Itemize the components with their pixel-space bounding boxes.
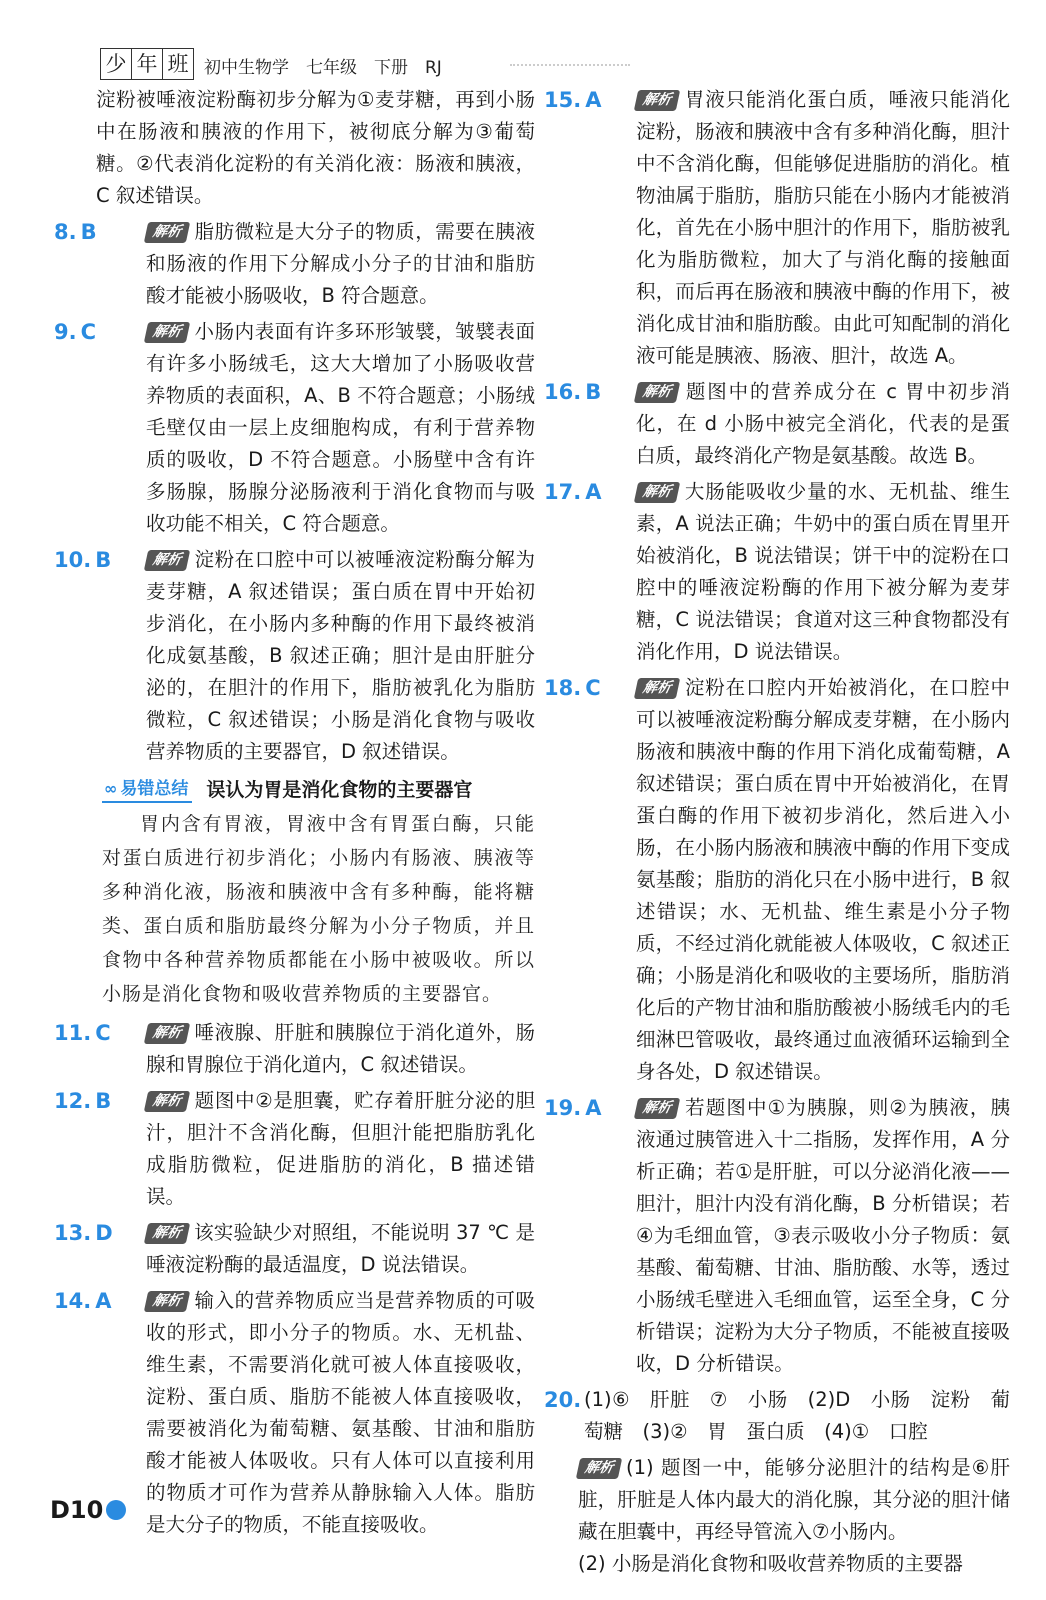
question-number: 18. C xyxy=(544,676,601,700)
analysis-badge: 解析 xyxy=(634,90,680,111)
question-number: 12. B xyxy=(54,1089,112,1113)
analysis-badge: 解析 xyxy=(634,382,680,403)
question-number: 13. D xyxy=(54,1221,113,1245)
right-column xyxy=(540,84,1010,1580)
answer-item-8 xyxy=(50,216,535,312)
question-number: 10. B xyxy=(54,548,112,572)
common-mistake-box xyxy=(102,774,535,1011)
answer-explanation: 解析 题图中②是胆囊，贮存着肝脏分泌的胆汁，胆汁不含消化酶，但胆汁能把脂肪乳化成脂肪微粒，促进脂肪的消化，B 描述错误。 xyxy=(146,1085,535,1213)
answer-explanation-20: 解析 (1) 题图一中，能够分泌胆汁的结构是⑥肝脏，肝脏是人体内最大的消化腺，其分泌的胆汁储藏在胆囊中，再经导管流入⑦小肠内。 xyxy=(540,1452,1010,1548)
analysis-badge: 解析 xyxy=(576,1458,622,1479)
answer-explanation: 解析 大肠能吸收少量的水、无机盐、维生素，A 说法正确；牛奶中的蛋白质在胃里开始被消化，B 说法错误；饼干中的淀粉在口腔中的唾液淀粉酶的作用下被分解为麦芽糖，C 说法错误；食道对这三种食物都没有消化作用，D 说法错误。 xyxy=(636,476,1010,668)
analysis-badge: 解析 xyxy=(144,1023,190,1044)
analysis-badge: 解析 xyxy=(144,1223,190,1244)
analysis-badge: 解析 xyxy=(144,222,190,243)
question-number: 19. A xyxy=(544,1096,602,1120)
header-divider xyxy=(510,64,630,66)
page-dot-icon xyxy=(106,1500,126,1520)
answer-item-18 xyxy=(540,672,1010,1088)
question-number: 14. A xyxy=(54,1289,112,1313)
answer-explanation: 解析 该实验缺少对照组，不能说明 37 ℃ 是唾液淀粉酶的最适温度，D 说法错误。 xyxy=(146,1217,535,1281)
answer-item-12 xyxy=(50,1085,535,1213)
analysis-badge: 解析 xyxy=(634,482,680,503)
answer-explanation-20-part2: (2) 小肠是消化食物和吸收营养物质的主要器 xyxy=(578,1552,963,1575)
analysis-badge: 解析 xyxy=(144,550,190,571)
answer-explanation: 解析 淀粉在口腔内开始被消化，在口腔中可以被唾液淀粉酶分解成麦芽糖，在小肠内肠液和胰液中酶的作用下消化成葡萄糖，A 叙述错误；蛋白质在胃中开始被消化，在胃蛋白酶的作用下被初步消化，然后进入小肠，在小肠内肠液和胰液中酶的作用下变成氨基酸；脂肪的消化只在小肠中进行，B 叙述错误；水、无机盐、维生素是小分子物质，不经过消化就能被人体吸收，C 叙述正确；小肠是消化和吸收的主要场所，脂肪消化后的产物甘油和脂肪酸被小肠绒毛内的毛细淋巴管吸收，最终通过血液循环运输到全身各处，D 叙述错误。 xyxy=(636,672,1010,1088)
common-mistake-body: 胃内含有胃液，胃液中含有胃蛋白酶，只能对蛋白质进行初步消化；小肠内有肠液、胰液等多种消化液，肠液和胰液中含有多种酶，能将糖类、蛋白质和脂肪最终分解为小分子物质，并且食物中各种营养物质都能在小肠中被吸收。所以小肠是消化食物和吸收营养物质的主要器官。 xyxy=(102,813,535,1005)
answer-explanation: 解析 淀粉在口腔中可以被唾液淀粉酶分解为麦芽糖，A 叙述错误；蛋白质在胃中开始初步消化，在小肠内多种酶的作用下最终被消化成氨基酸，B 叙述正确；胆汁是由肝脏分泌的，在胆汁的作用下，脂肪被乳化为脂肪微粒，C 叙述错误；小肠是消化食物与吸收营养物质的主要器官，D 叙述错误。 xyxy=(146,544,535,768)
question-number: 9. C xyxy=(54,320,97,344)
answer-explanation: 解析 脂肪微粒是大分子的物质，需要在胰液和肠液的作用下分解成小分子的甘油和脂肪酸才能被小肠吸收，B 符合题意。 xyxy=(146,216,535,312)
book-subject: 初中生物学 七年级 下册 RJ xyxy=(204,58,442,78)
question-number: 11. C xyxy=(54,1021,111,1045)
answer-item-16 xyxy=(540,376,1010,472)
answer-explanation: 解析 输入的营养物质应当是营养物质的可吸收的形式，即小分子的物质。水、无机盐、维生素，不需要消化就可被人体直接吸收，淀粉、蛋白质、脂肪不能被人体直接吸收，需要被消化为葡萄糖、氨基酸、甘油和脂肪酸才能被人体吸收。只有人体可以直接利用的物质才可作为营养从静脉输入人体。脂肪是大分子的物质，不能直接吸收。 xyxy=(146,1285,535,1541)
brand-char: 班 xyxy=(163,48,194,80)
answer-item-17 xyxy=(540,476,1010,668)
answer-explanation: 解析 小肠内表面有许多环形皱襞，皱襞表面有许多小肠绒毛，这大大增加了小肠吸收营养物质的表面积，A、B 不符合题意；小肠绒毛壁仅由一层上皮细胞构成，有利于营养物质的吸收，D 不符合题意。小肠壁中含有许多肠腺，肠腺分泌肠液利于消化食物而与吸收功能不相关，C 符合题意。 xyxy=(146,316,535,540)
link-icon: ∞ xyxy=(104,779,118,798)
answer-explanation: 解析 胃液只能消化蛋白质，唾液只能消化淀粉，肠液和胰液中含有多种消化酶，胆汁中不含消化酶，但能够促进脂肪的消化。植物油属于脂肪，脂肪只能在小肠内才能被消化，首先在小肠中胆汁的作用下，脂肪被乳化为脂肪微粒，加大了与消化酶的接触面积，而后再在肠液和胰液中酶的作用下，被消化成甘油和脂肪酸。由此可知配制的消化液可能是胰液、肠液、胆汁，故选 A。 xyxy=(636,84,1010,372)
answer-item-9 xyxy=(50,316,535,540)
brand-logo xyxy=(100,48,194,80)
analysis-badge: 解析 xyxy=(144,1091,190,1112)
analysis-badge: 解析 xyxy=(634,678,680,699)
page-number: D10 xyxy=(50,1496,104,1524)
question-number: 20. xyxy=(544,1388,582,1412)
analysis-badge: 解析 xyxy=(634,1098,680,1119)
question-number: 17. A xyxy=(544,480,602,504)
answer-key-20: (1)⑥ 肝脏 ⑦ 小肠 (2)D 小肠 淀粉 葡萄糖 (3)② 胃 蛋白质 (4)① 口腔 xyxy=(584,1388,1010,1443)
brand-char: 少 xyxy=(100,48,132,80)
page-footer xyxy=(50,1496,126,1524)
answer-explanation: 解析 题图中的营养成分在 c 胃中初步消化，在 d 小肠中被完全消化，代表的是蛋白质，最终消化产物是氨基酸。故选 B。 xyxy=(636,376,1010,472)
analysis-badge: 解析 xyxy=(144,322,190,343)
common-mistake-label: ∞ 易错总结 xyxy=(102,774,192,803)
question-number: 16. B xyxy=(544,380,602,404)
answer-item-15 xyxy=(540,84,1010,372)
answer-item-11 xyxy=(50,1017,535,1081)
answer-item-10 xyxy=(50,544,535,768)
analysis-badge: 解析 xyxy=(144,1291,190,1312)
answer-item-20 xyxy=(540,1384,1010,1448)
answer-explanation: 解析 唾液腺、肝脏和胰腺位于消化道外，肠腺和胃腺位于消化道内，C 叙述错误。 xyxy=(146,1017,535,1081)
left-column xyxy=(50,84,535,1545)
question-number: 15. A xyxy=(544,88,602,112)
brand-char: 年 xyxy=(132,48,163,80)
continued-answer: 淀粉被唾液淀粉酶初步分解为①麦芽糖，再到小肠中在肠液和胰液的作用下，被彻底分解为③葡萄糖。②代表消化淀粉的有关消化液：肠液和胰液，C 叙述错误。 xyxy=(96,88,535,207)
common-mistake-title: 误认为胃是消化食物的主要器官 xyxy=(206,779,473,801)
page-header xyxy=(100,48,540,84)
answer-item-13 xyxy=(50,1217,535,1281)
answer-explanation: 解析 若题图中①为胰腺，则②为胰液，胰液通过胰管进入十二指肠，发挥作用，A 分析正确；若①是肝脏，可以分泌消化液——胆汁，胆汁内没有消化酶，B 分析错误；若④为毛细血管，③表示吸收小分子物质：氨基酸、葡萄糖、甘油、脂肪酸、水等，透过小肠绒毛壁进入毛细血管，运至全身，C 分析错误；淀粉为大分子物质，不能被直接吸收，D 分析错误。 xyxy=(636,1092,1010,1380)
answer-item-19 xyxy=(540,1092,1010,1380)
question-number: 8. B xyxy=(54,220,97,244)
